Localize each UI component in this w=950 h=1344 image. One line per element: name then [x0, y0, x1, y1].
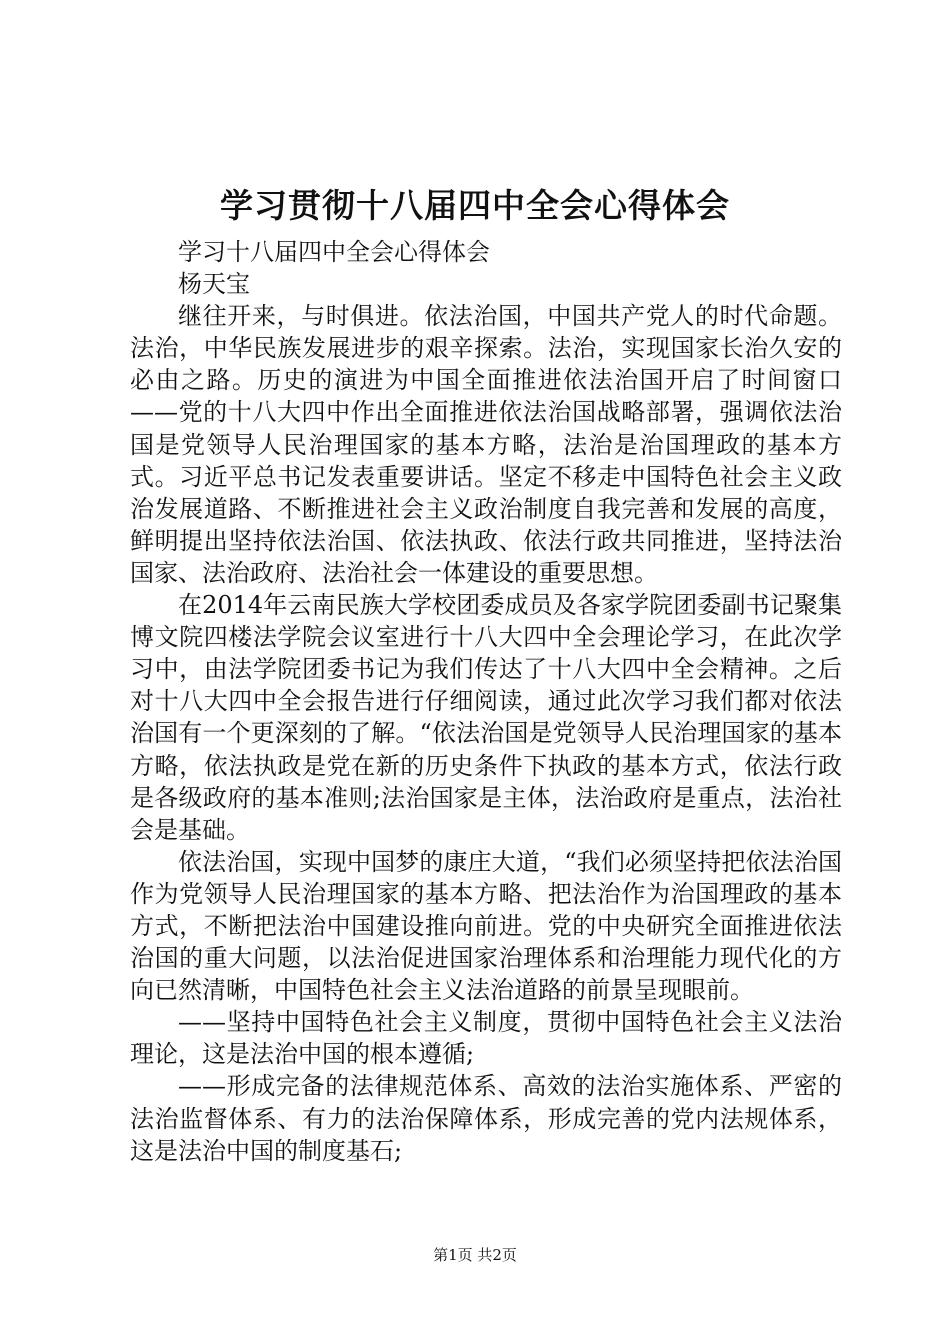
- body-paragraph: 继往开来，与时俱进。依法治国，中国共产党人的时代命题。法治，中华民族发展进步的艰辛探索。法治，实现国家长治久安的必由之路。历史的演进为中国全面推进依法治国开启了时间窗口——党的十八大四中作出全面推进依法治国战略部署，强调依法治国是党领导人民治理国家的基本方略，法治是治国理政的基本方式。习近平总书记发表重要讲话。坚定不移走中国特色社会主义政治发展道路、不断推进社会主义政治制度自我完善和发展的高度，鲜明提出坚持依法治国、依法执政、依法行政共同推进，坚持法治国家、法治政府、法治社会一体建设的重要思想。: [130, 302, 842, 587]
- subtitle-paragraph: 学习十八届四中全会心得体会: [178, 238, 490, 266]
- body-paragraph: 依法治国，实现中国梦的康庄大道，“我们必须坚持把依法治国作为党领导人民治理国家的基本方略、把法治作为治国理政的基本方式，不断把法治中国建设推向前进。党的中央研究全面推进依法治国的重大问题，以法治促进国家治理体系和治理能力现代化的方向已然清晰，中国特色社会主义法治道路的前景呈现眼前。: [130, 847, 842, 1005]
- page-footer: 第1页 共2页: [433, 1246, 517, 1264]
- body-paragraph: 在2014年云南民族大学校团委成员及各家学院团委副书记聚集博文院四楼法学院会议室进行十八大四中全会理论学习，在此次学习中，由法学院团委书记为我们传达了十八大四中全会精神。之后对十八大四中全会报告进行仔细阅读，通过此次学习我们都对依法治国有一个更深刻的了解。“依法治国是党领导人民治理国家的基本方略，依法执政是党在新的历史条件下执政的基本方式，依法行政是各级政府的基本准则;法治国家是主体，法治政府是重点，法治社会是基础。: [130, 591, 842, 844]
- document-body: [130, 236, 842, 1167]
- document-title: 学习贯彻十八届四中全会心得体会: [220, 186, 730, 225]
- body-paragraph: ——形成完备的法律规范体系、高效的法治实施体系、严密的法治监督体系、有力的法治保障体系，形成完善的党内法规体系，这是法治中国的制度基石;: [130, 1072, 842, 1165]
- body-paragraph: ——坚持中国特色社会主义制度，贯彻中国特色社会主义法治理论，这是法治中国的根本遵循;: [130, 1008, 842, 1069]
- author-paragraph: 杨天宝: [178, 270, 250, 299]
